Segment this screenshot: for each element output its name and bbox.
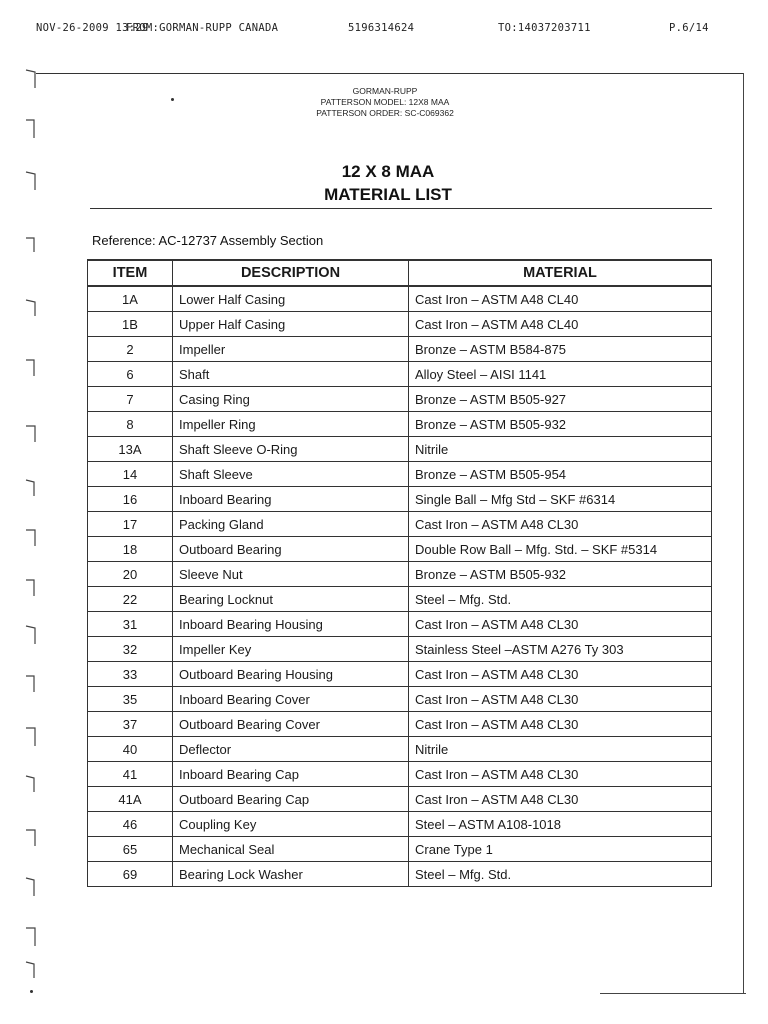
fax-to: TO:14037203711 [498, 22, 591, 34]
table-body [88, 286, 712, 887]
table-row [88, 712, 712, 737]
document-title [240, 160, 536, 206]
patterson-model: PATTERSON MODEL: 12X8 MAA [320, 97, 450, 107]
cell-item: 7 [88, 387, 173, 412]
cell-item: 1A [88, 286, 173, 312]
cell-item: 69 [88, 862, 173, 887]
cell-description: Sleeve Nut [173, 562, 409, 587]
fax-from: FROM:GORMAN-RUPP CANADA [126, 22, 279, 34]
cell-material: Cast Iron – ASTM A48 CL30 [409, 762, 712, 787]
scan-speck [30, 990, 33, 993]
cell-material: Bronze – ASTM B505-954 [409, 462, 712, 487]
cell-item: 6 [88, 362, 173, 387]
cell-material: Nitrile [409, 737, 712, 762]
cell-material: Cast Iron – ASTM A48 CL30 [409, 787, 712, 812]
table-row [88, 487, 712, 512]
cell-material: Nitrile [409, 437, 712, 462]
cell-description: Shaft [173, 362, 409, 387]
cell-description: Bearing Locknut [173, 587, 409, 612]
cell-item: 13A [88, 437, 173, 462]
cell-item: 8 [88, 412, 173, 437]
cell-description: Impeller [173, 337, 409, 362]
column-header-item: ITEM [88, 260, 173, 286]
cell-description: Bearing Lock Washer [173, 862, 409, 887]
cell-material: Cast Iron – ASTM A48 CL30 [409, 687, 712, 712]
table-row [88, 612, 712, 637]
table-row [88, 412, 712, 437]
cell-material: Cast Iron – ASTM A48 CL30 [409, 612, 712, 637]
cell-item: 37 [88, 712, 173, 737]
fax-phone: 5196314624 [348, 22, 415, 34]
cell-item: 22 [88, 587, 173, 612]
cell-description: Outboard Bearing Cap [173, 787, 409, 812]
table-row [88, 587, 712, 612]
cell-description: Inboard Bearing Cap [173, 762, 409, 787]
cell-material: Alloy Steel – AISI 1141 [409, 362, 712, 387]
page-frame-right [743, 73, 744, 993]
binding-marks [24, 60, 38, 980]
page-frame-bottom [600, 993, 746, 994]
cell-description: Shaft Sleeve O-Ring [173, 437, 409, 462]
cell-item: 41A [88, 787, 173, 812]
table-row [88, 662, 712, 687]
cell-material: Cast Iron – ASTM A48 CL30 [409, 662, 712, 687]
letterhead [250, 86, 520, 119]
title-rule [90, 208, 712, 209]
cell-material: Cast Iron – ASTM A48 CL30 [409, 512, 712, 537]
table-row [88, 286, 712, 312]
cell-material: Cast Iron – ASTM A48 CL40 [409, 286, 712, 312]
cell-material: Cast Iron – ASTM A48 CL40 [409, 312, 712, 337]
table-row [88, 762, 712, 787]
cell-material: Stainless Steel –ASTM A276 Ty 303 [409, 637, 712, 662]
cell-item: 2 [88, 337, 173, 362]
cell-material: Bronze – ASTM B584-875 [409, 337, 712, 362]
table-row [88, 437, 712, 462]
cell-description: Outboard Bearing Cover [173, 712, 409, 737]
cell-item: 32 [88, 637, 173, 662]
cell-item: 14 [88, 462, 173, 487]
cell-description: Impeller Ring [173, 412, 409, 437]
table-row [88, 737, 712, 762]
cell-item: 41 [88, 762, 173, 787]
cell-item: 35 [88, 687, 173, 712]
cell-description: Shaft Sleeve [173, 462, 409, 487]
fax-page-number: P.6/14 [669, 22, 709, 34]
cell-description: Outboard Bearing [173, 537, 409, 562]
cell-material: Double Row Ball – Mfg. Std. – SKF #5314 [409, 537, 712, 562]
table-header-row [88, 260, 712, 286]
cell-material: Crane Type 1 [409, 837, 712, 862]
table-row [88, 512, 712, 537]
cell-material: Bronze – ASTM B505-932 [409, 412, 712, 437]
cell-item: 1B [88, 312, 173, 337]
material-table [87, 259, 712, 887]
table-row [88, 687, 712, 712]
cell-description: Inboard Bearing Cover [173, 687, 409, 712]
cell-item: 31 [88, 612, 173, 637]
cell-item: 40 [88, 737, 173, 762]
column-header-description: DESCRIPTION [173, 260, 409, 286]
table-row [88, 387, 712, 412]
table-row [88, 337, 712, 362]
company-name: GORMAN-RUPP [352, 86, 418, 96]
cell-material: Bronze – ASTM B505-932 [409, 562, 712, 587]
table-row [88, 862, 712, 887]
cell-description: Coupling Key [173, 812, 409, 837]
cell-material: Steel – Mfg. Std. [409, 587, 712, 612]
table-row [88, 312, 712, 337]
scan-speck [171, 98, 174, 101]
cell-description: Impeller Key [173, 637, 409, 662]
fax-header [36, 22, 726, 38]
cell-item: 65 [88, 837, 173, 862]
cell-description: Casing Ring [173, 387, 409, 412]
cell-description: Lower Half Casing [173, 286, 409, 312]
cell-material: Steel – Mfg. Std. [409, 862, 712, 887]
cell-item: 33 [88, 662, 173, 687]
table-row [88, 562, 712, 587]
cell-item: 16 [88, 487, 173, 512]
fax-date-time: NOV-26-2009 13:29 [36, 22, 149, 34]
title-heading: MATERIAL LIST [324, 185, 452, 204]
patterson-order: PATTERSON ORDER: SC-C069362 [316, 108, 454, 118]
cell-description: Deflector [173, 737, 409, 762]
cell-description: Packing Gland [173, 512, 409, 537]
cell-material: Single Ball – Mfg Std – SKF #6314 [409, 487, 712, 512]
cell-description: Inboard Bearing [173, 487, 409, 512]
reference-line: Reference: AC-12737 Assembly Section [92, 233, 324, 248]
table-row [88, 787, 712, 812]
cell-material: Steel – ASTM A108-1018 [409, 812, 712, 837]
cell-material: Bronze – ASTM B505-927 [409, 387, 712, 412]
page-frame-top [36, 73, 744, 74]
column-header-material: MATERIAL [409, 260, 712, 286]
cell-item: 18 [88, 537, 173, 562]
table-row [88, 462, 712, 487]
cell-item: 46 [88, 812, 173, 837]
table-row [88, 637, 712, 662]
table-row [88, 837, 712, 862]
cell-item: 20 [88, 562, 173, 587]
cell-description: Inboard Bearing Housing [173, 612, 409, 637]
table-row [88, 537, 712, 562]
cell-item: 17 [88, 512, 173, 537]
cell-description: Upper Half Casing [173, 312, 409, 337]
title-model: 12 X 8 MAA [341, 162, 435, 181]
cell-description: Outboard Bearing Housing [173, 662, 409, 687]
cell-material: Cast Iron – ASTM A48 CL30 [409, 712, 712, 737]
cell-description: Mechanical Seal [173, 837, 409, 862]
table-row [88, 362, 712, 387]
table-row [88, 812, 712, 837]
